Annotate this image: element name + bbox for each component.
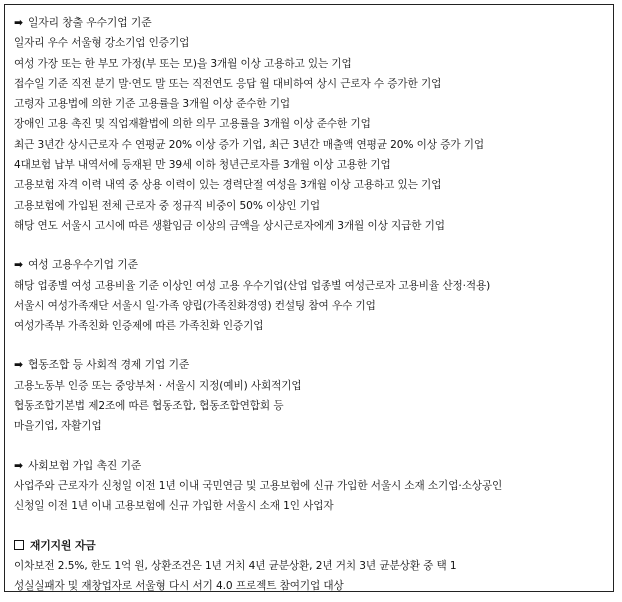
section-heading	[14, 456, 609, 476]
spacer	[14, 437, 609, 456]
section-title: 사회보험 가입 촉진 기준	[27, 458, 142, 472]
section-title: 협동조합 등 사회적 경제 기업 기준	[27, 358, 190, 372]
section-job-creation	[14, 13, 609, 236]
criteria-line: 4대보험 납부 내역서에 등재된 만 39세 이하 청년근로자를 3개월 이상 고용한 기업	[14, 159, 391, 172]
spacer	[14, 517, 609, 536]
criteria-line: 장애인 고용 촉진 및 직업재활법에 의한 의무 고용률을 3개월 이상 준수한 기업	[14, 118, 371, 131]
document-frame	[4, 4, 614, 592]
criteria-line: 여성가족부 가족친화 인증제에 따른 가족친화 인증기업	[14, 320, 264, 333]
spacer	[14, 336, 609, 355]
funding-heading	[14, 536, 609, 556]
section-heading	[14, 255, 609, 275]
section-social-insurance	[14, 456, 609, 517]
section-heading	[14, 355, 609, 375]
right-arrow-icon: ➡	[14, 458, 23, 472]
criteria-line: 마을기업, 자활기업	[14, 420, 102, 433]
section-title: 일자리 창출 우수기업 기준	[27, 16, 152, 29]
section-women-employment	[14, 255, 609, 336]
funding-title: 재기지원 자금	[30, 538, 96, 552]
criteria-line: 해당 연도 서울시 고시에 따른 생활임금 이상의 금액을 상시근로자에게 3개월 이상 지급한 기업	[14, 219, 445, 232]
criteria-line: 고령자 고용법에 의한 기준 고용률을 3개월 이상 준수한 기업	[14, 98, 290, 111]
document-body	[14, 13, 609, 596]
criteria-line: 해당 업종별 여성 고용비율 기준 이상인 여성 고용 우수기업(산업 업종별 여성근로자 고용비율 산정·적용)	[14, 279, 491, 292]
criteria-line: 고용보험에 가입된 전체 근로자 중 정규직 비중이 50% 이상인 기업	[14, 199, 320, 212]
section-title: 여성 고용우수기업 기준	[27, 258, 138, 272]
criteria-line: 서울시 여성가족재단 서울시 일·가족 양립(가족친화경영) 컨설팅 참여 우수 기업	[14, 299, 376, 312]
criteria-line: 여성 가장 또는 한 부모 가정(부 또는 모)을 3개월 이상 고용하고 있는 기업	[14, 57, 352, 70]
criteria-line: 고용보험 자격 이력 내역 중 상용 이력이 있는 경력단절 여성을 3개월 이상 고용하고 있는 기업	[14, 179, 442, 192]
criteria-line: 최근 3년간 상시근로자 수 연평균 20% 이상 증가 기업, 최근 3년간 매출액 연평균 20% 이상 증가 기업	[14, 138, 484, 151]
section-funding	[14, 536, 609, 597]
criteria-line: 일자리 우수 서울형 강소기업 인증기업	[14, 37, 190, 50]
right-arrow-icon: ➡	[14, 358, 23, 372]
section-heading	[14, 13, 609, 33]
criteria-line: 고용노동부 인증 또는 중앙부처 · 서울시 지정(예비) 사회적기업	[14, 379, 302, 392]
right-arrow-icon: ➡	[14, 16, 23, 29]
section-social-economy	[14, 355, 609, 436]
funding-line: 성실실패자 및 재창업자로 서울형 다시 서기 4.0 프로젝트 참여기업 대상	[14, 580, 344, 593]
funding-line: 이차보전 2.5%, 한도 1억 원, 상환조건은 1년 거치 4년 균분상환, 2년 거치 3년 균분상환 중 택 1	[14, 559, 457, 572]
criteria-line: 신청일 이전 1년 이내 고용보험에 신규 가입한 서울시 소재 1인 사업자	[14, 500, 334, 513]
criteria-line: 협동조합기본법 제2조에 따른 협동조합, 협동조합연합회 등	[14, 400, 284, 413]
spacer	[14, 236, 609, 255]
criteria-line: 접수일 기준 직전 분기 말·연도 말 또는 직전연도 응답 월 대비하여 상시 근로자 수 증가한 기업	[14, 77, 442, 90]
criteria-line: 사업주와 근로자가 신청일 이전 1년 이내 국민연금 및 고용보험에 신규 가입한 서울시 소재 소기업·소상공인	[14, 479, 503, 492]
right-arrow-icon: ➡	[14, 258, 23, 272]
checkbox-square-icon	[14, 540, 24, 550]
